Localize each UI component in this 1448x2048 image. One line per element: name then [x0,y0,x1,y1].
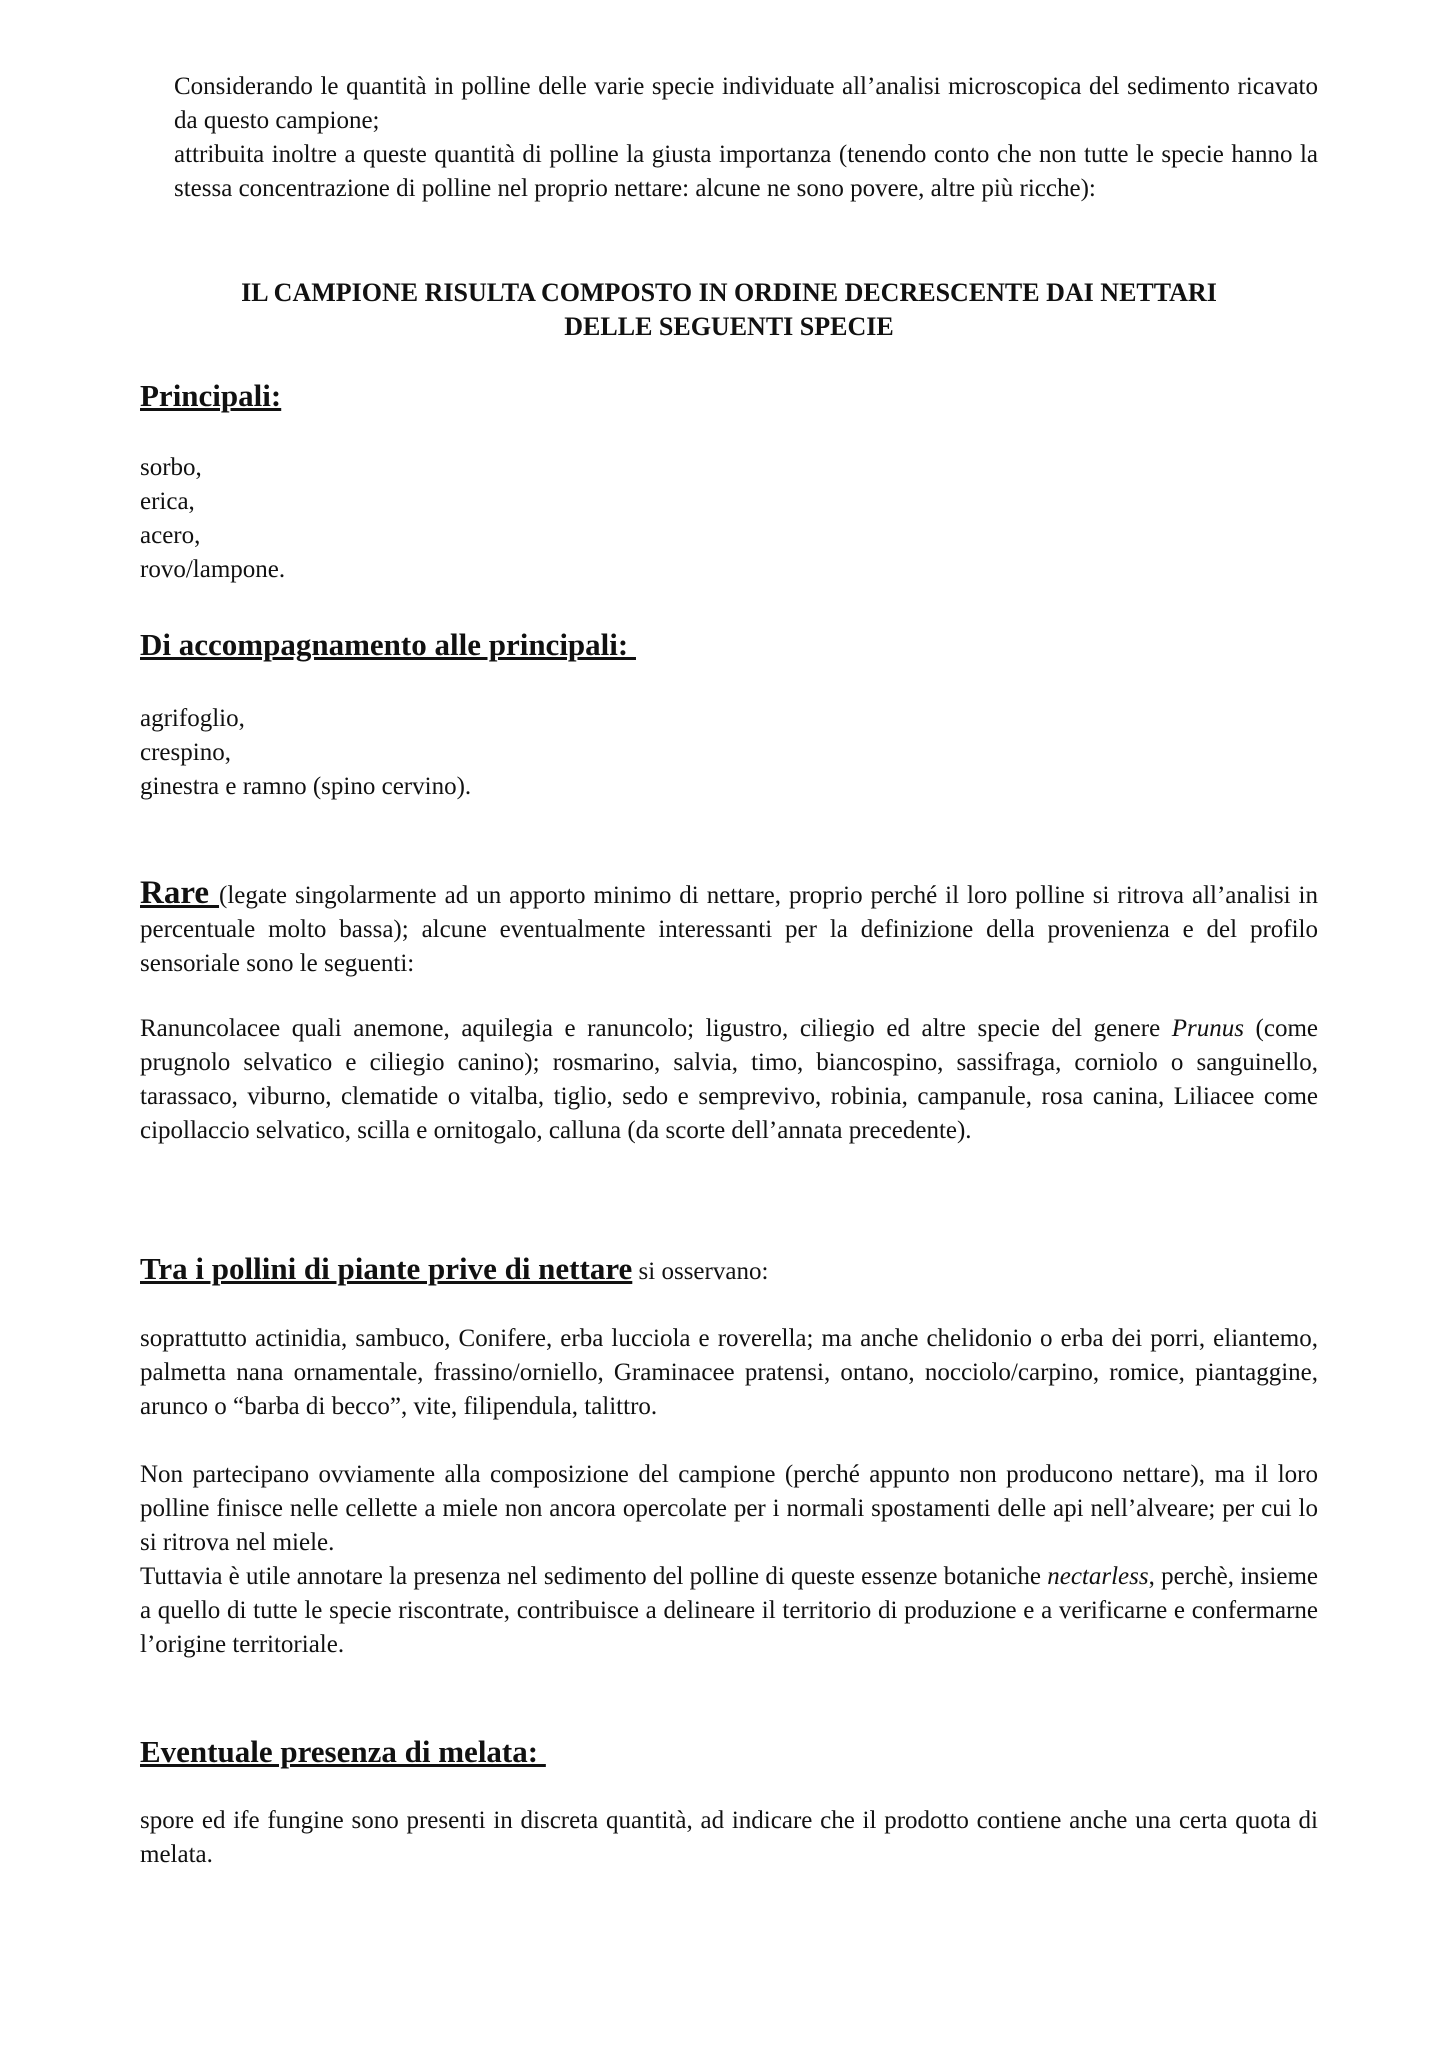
list-item: ginestra e ramno (spino cervino). [140,773,472,800]
nectarless-list-paragraph: soprattutto actinidia, sambuco, Conifere, erba lucciola e roverella; ma anche chelidonio o erba dei porri, eliantemo, palmetta nana ornamentale, frassino/orniello, Graminacee pratensi, ontano, nocciolo/carpino, romice, piantaggine, arunco o “barba di becco”, vite, filipendula, talittro. [140,1325,1318,1420]
list-item: acero, [140,522,201,549]
nectarless-note-paragraph [140,1458,1318,1662]
nectarless-note-1: Non partecipano ovviamente alla composizione del campione (perché appunto non producono nettare), ma il loro polline finisce nelle cellette a miele non ancora opercolate per i normali spostamenti delle api nell’alveare; per cui lo si ritrova nel miele. [140,1461,1318,1556]
page-title-line-2: DELLE SEGUENTI SPECIE [564,312,894,341]
nectarless-note-2b: , perchè, insieme a quello di tutte le specie riscontrate, contribuisce a delineare il territorio di produzione e a verificarne e confermarne l’origine territoriale. [140,1563,1318,1658]
intro-line-2: attribuita inoltre a queste quantità di polline la giusta importanza (tenendo conto che non tutte le specie hanno la stessa concentrazione di polline nel proprio nettare: alcune ne sono povere, altre più ricche): [174,141,1318,202]
list-item: crespino, [140,739,231,766]
melata-paragraph: spore ed ife fungine sono presenti in discreta quantità, ad indicare che il prodotto contiene anche una certa quota di melata. [140,1807,1318,1868]
page-title-line-1: IL CAMPIONE RISULTA COMPOSTO IN ORDINE DECRESCENTE DAI NETTARI [241,278,1217,307]
accompagnamento-list [140,702,471,804]
page-title [140,276,1318,344]
nectarless-heading: Tra i pollini di piante prive di nettare [140,1251,633,1286]
nectarless-term: nectarless [1047,1563,1149,1590]
nectarless-heading-suffix: si osservano: [632,1258,769,1285]
list-item: erica, [140,488,195,515]
list-item: sorbo, [140,454,202,481]
principali-heading: Principali: [140,378,282,413]
rare-species-part-2: (come prugnolo selvatico e ciliegio canino); rosmarino, salvia, timo, biancospino, sassifraga, corniolo o sanguinello, tarassaco, viburno, clematide o vitalba, tiglio, sedo e semprevivo, robinia, campanule, rosa canina, Liliacee come cipollaccio selvatico, scilla e ornitogalo, calluna (da scorte dell’annata precedente). [140,1015,1319,1144]
principali-list [140,451,285,587]
list-item: rovo/lampone. [140,556,286,583]
nectarless-heading-line [140,1252,1318,1289]
rare-species-genus: Prunus [1171,1015,1244,1042]
accompagnamento-heading: Di accompagnamento alle principali: [140,627,636,662]
rare-paragraph [140,876,1318,981]
rare-species-part-1: Ranuncolacee quali anemone, aquilegia e ranuncolo; ligustro, ciliegio ed altre specie del genere [140,1015,1172,1042]
intro-paragraph [174,70,1318,206]
melata-heading: Eventuale presenza di melata: [140,1734,546,1769]
intro-line-1: Considerando le quantità in polline delle varie specie individuate all’analisi microscopica del sedimento ricavato da questo campione; [174,73,1318,134]
rare-heading: Rare [140,875,220,911]
rare-species-paragraph [140,1012,1318,1148]
list-item: agrifoglio, [140,705,245,732]
rare-description: (legate singolarmente ad un apporto minimo di nettare, proprio perché il loro polline si ritrova all’analisi in percentuale molto bassa); alcune eventualmente interessanti per la definizione della provenienza e del profilo sensoriale sono le seguenti: [140,882,1318,977]
nectarless-note-2a: Tuttavia è utile annotare la presenza nel sedimento del polline di queste essenze botaniche [140,1563,1048,1590]
